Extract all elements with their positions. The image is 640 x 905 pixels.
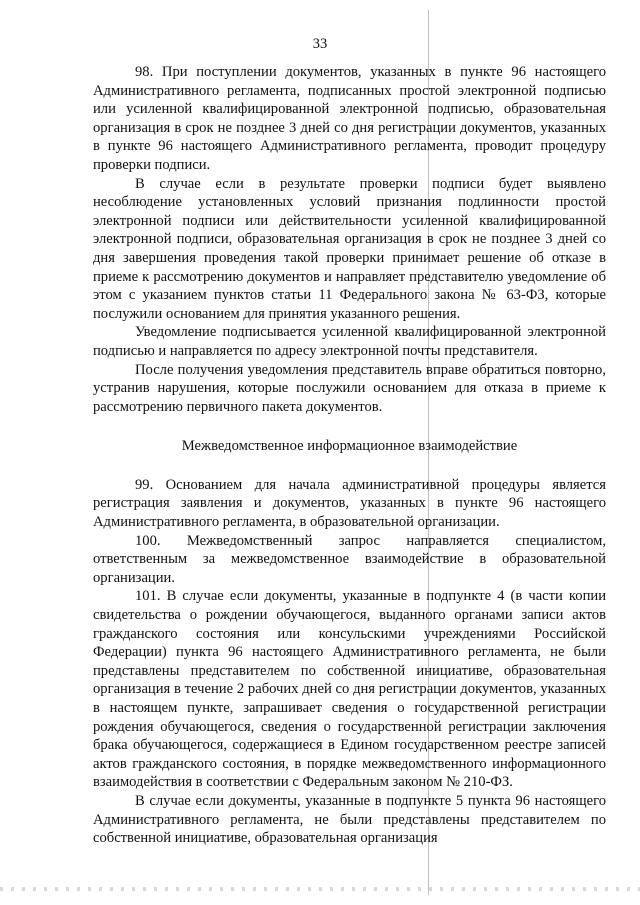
document-body (93, 63, 606, 848)
paragraph-100: 100. Межведомственный запрос направляется специалистом, ответственным за межведомственное взаимодействие в образовательной организации. (93, 532, 606, 586)
scan-artifact-dots (0, 887, 640, 891)
section-heading: Межведомственное информационное взаимодействие (181, 438, 518, 455)
paragraph-98: 98. При поступлении документов, указанных в пункте 96 настоящего Административного регламента, подписанных простой электронной подписью или усиленной квалифицированной электронной подписью, образовательная организация в срок не позднее 3 дней со дня регистрации документов, указанных в пункте 96 настоящего Административного регламента, проводит процедуру проверки подписи. (93, 64, 606, 173)
paragraph-signature-check-failure: В случае если в результате проверки подписи будет выявлено несоблюдение установленных условий признания подлинности простой электронной подписи или действительности усиленной квалифицированной электронной подписи, образовательная организация в срок не позднее 3 дней со дня завершения проведения такой проверки принимает решение об отказе в приеме к рассмотрению документов и направляет представителю уведомление об этом с указанием пунктов статьи 11 Федерального закона № 63-ФЗ, которые послужили основанием для принятия указанного решения. (93, 175, 606, 322)
paragraph-resubmission: После получения уведомления представитель вправе обратиться повторно, устранив нарушения, которые послужили основанием для отказа в приеме к рассмотрению первичного пакета документов. (93, 361, 606, 415)
page-number: 33 (312, 36, 328, 52)
paragraph-101: 101. В случае если документы, указанные в подпункте 4 (в части копии свидетельства о рождении обучающегося, выданного органами записи актов гражданского состояния или консульскими учреждениями Российской Федерации) пункта 96 настоящего Административного регламента, не были представлены представителем по собственной инициативе, образовательная организация в течение 2 рабочих дней со дня регистрации документов, указанных в настоящем пункте, запрашивает сведения о государственной регистрации рождения обучающегося, сведения о государственной регистрации заключения брака обучающегося, содержащиеся в Едином государственном реестре записей актов гражданского состояния, в порядке межведомственного информационного взаимодействия в соответствии с Федеральным законом № 210-ФЗ. (93, 588, 606, 791)
paragraph-99: 99. Основанием для начала административной процедуры является регистрация заявления и документов, указанных в пункте 96 настоящего Административного регламента, в образовательной организации. (93, 476, 606, 531)
paragraph-subpoint-5: В случае если документы, указанные в подпункте 5 пункта 96 настоящего Административного регламента, не были представлены представителем по собственной инициативе, образовательная организация (93, 792, 606, 847)
paragraph-notification-signing: Уведомление подписывается усиленной квалифицированной электронной подписью и направляется по адресу электронной почты представителя. (93, 324, 606, 359)
